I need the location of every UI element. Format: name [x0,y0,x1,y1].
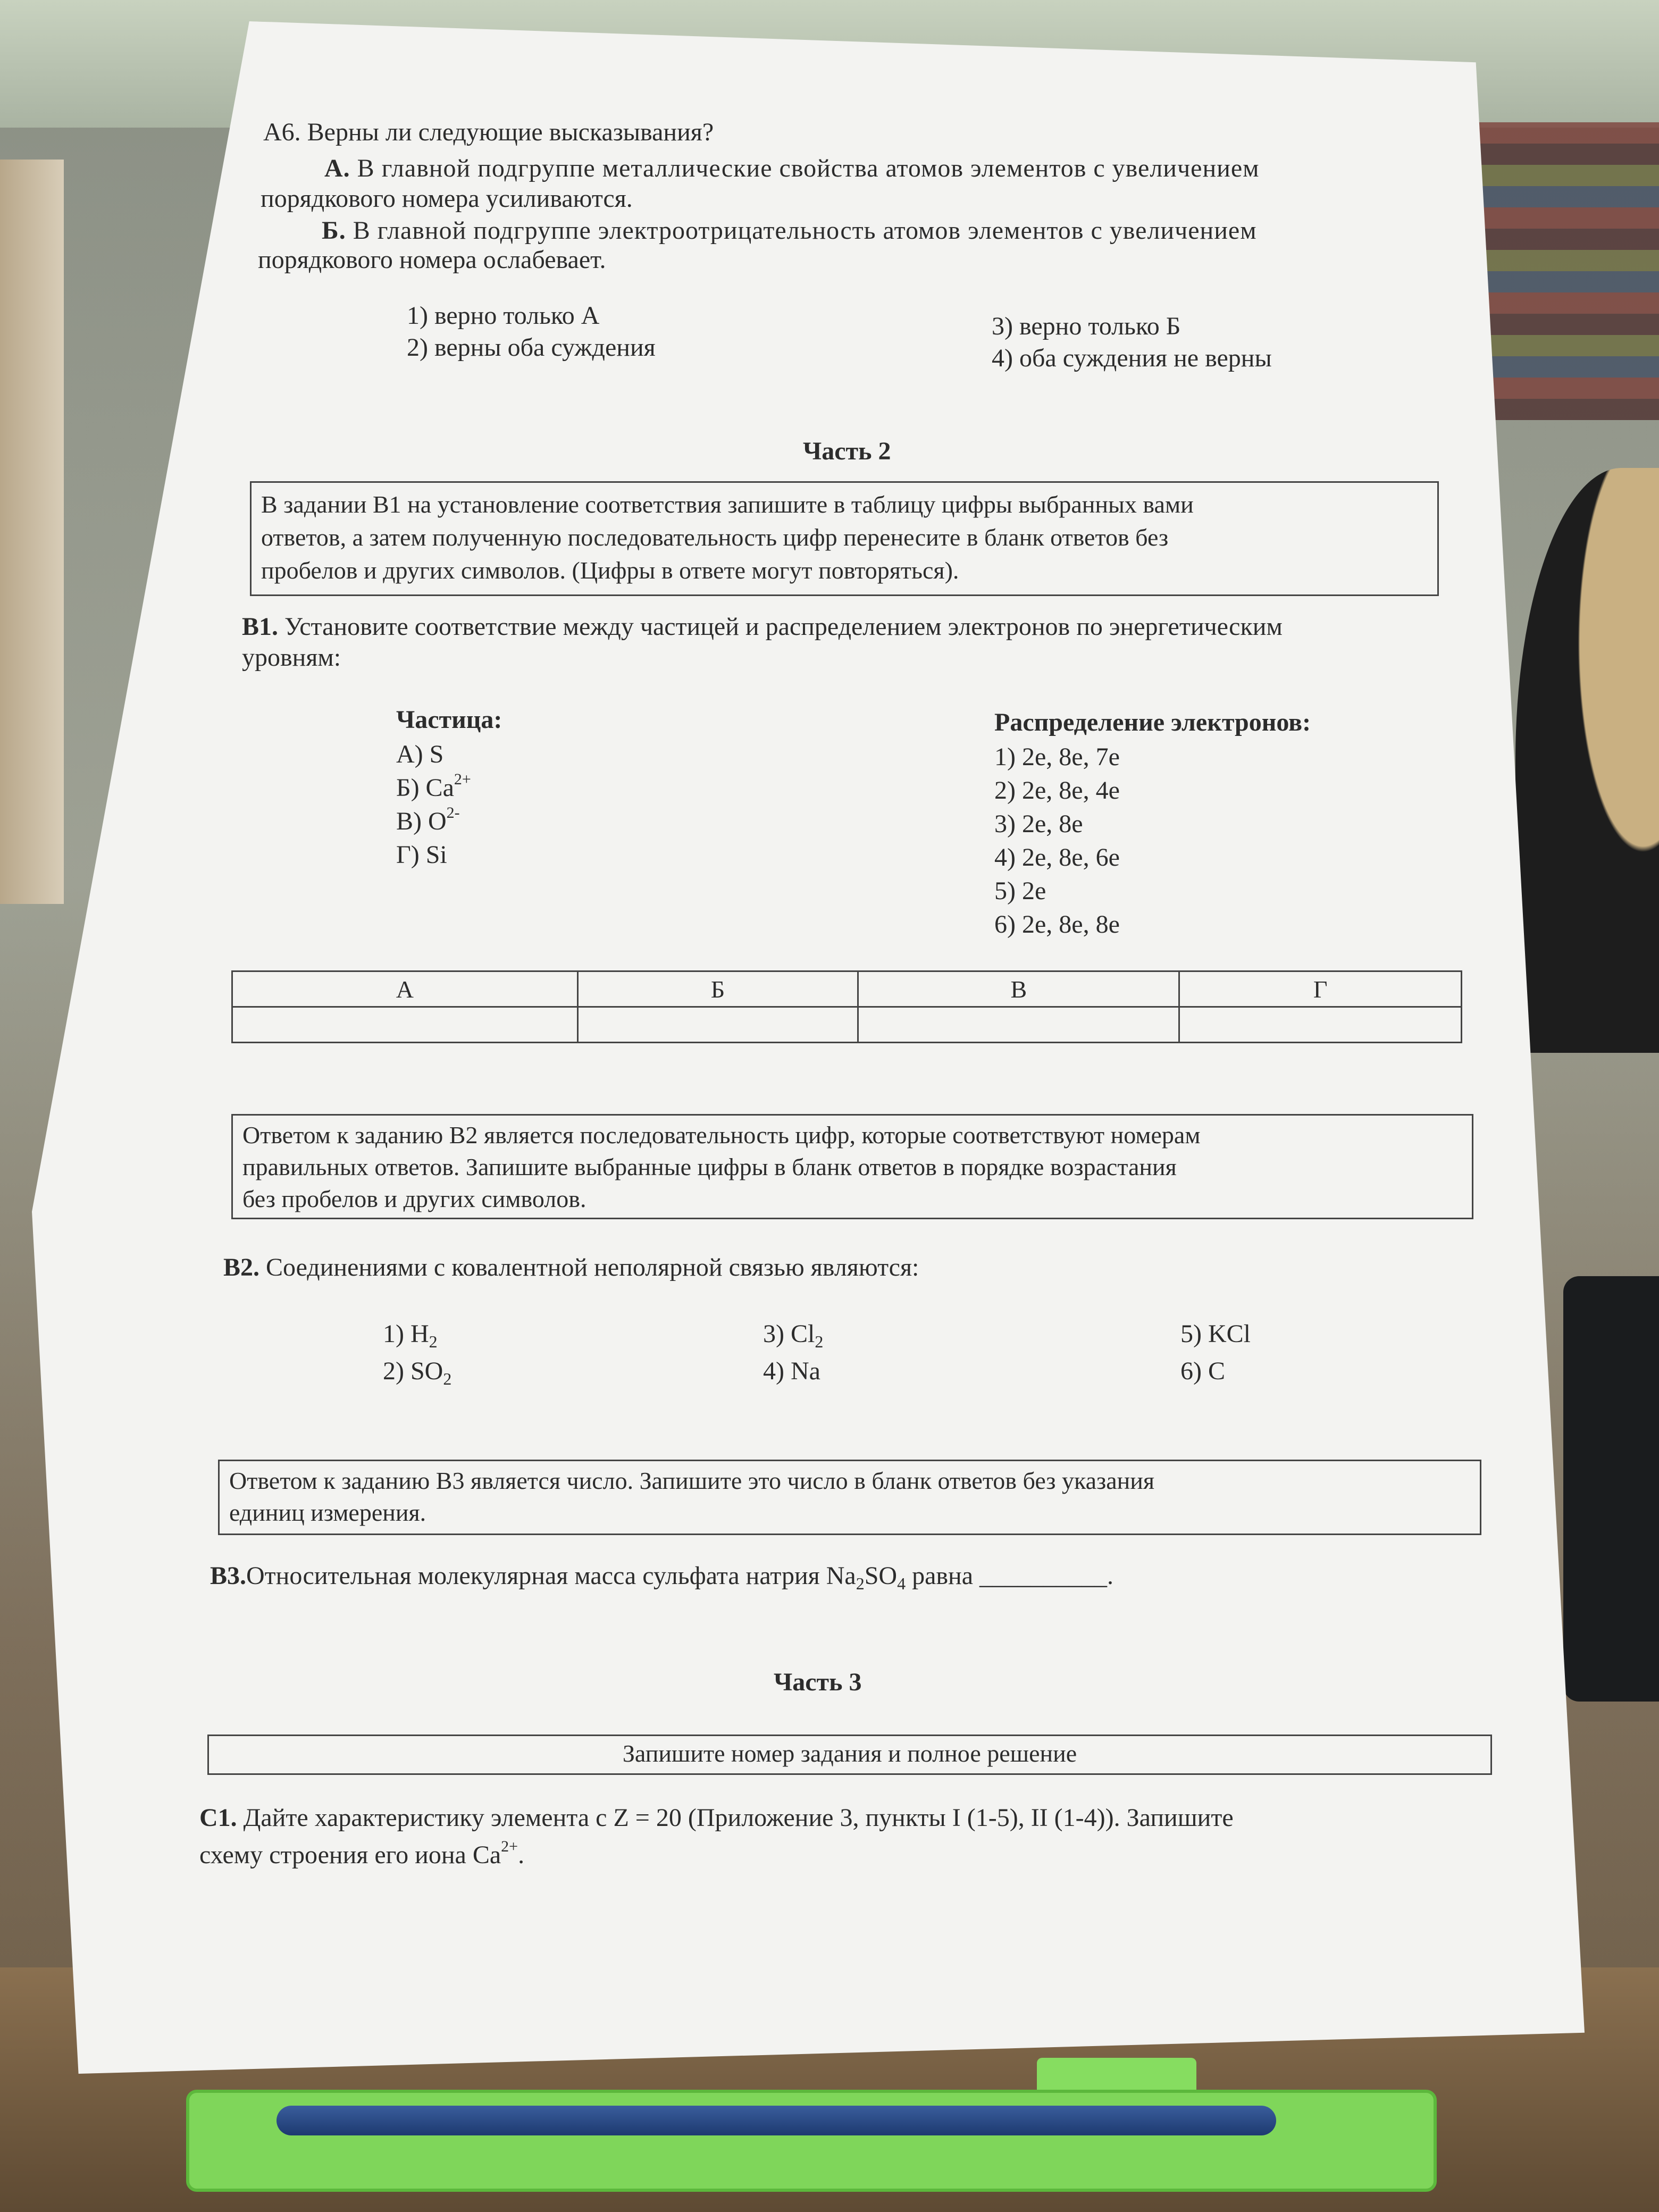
b1-distribution-4: 4) 2e, 8e, 6e [994,843,1120,872]
b1-question [242,611,1283,642]
b1-line2: уровням: [242,643,341,672]
b1-line1: Установите соответствие между частицей и распределением электронов по энергетическим [284,613,1283,641]
b1-table-header-a: А [232,971,578,1007]
c1-line2 [199,1840,524,1871]
b1-particle-a-text: А) S [396,740,444,768]
b2-option-5-text: 5) KCl [1180,1320,1251,1348]
b2-instruction-line3: без пробелов и других символов. [242,1185,586,1212]
b2-option-4-text: 4) Na [763,1357,820,1385]
b1-particle-d [396,840,447,870]
b2-question-text: Соединениями с ковалентной неполярной связью являются: [266,1253,919,1281]
b1-table-header-c: В [858,971,1179,1007]
b3-question-end: равна __________. [906,1562,1114,1590]
c1-label: С1. [199,1804,237,1832]
b1-particles-header: Частица: [396,706,502,734]
b2-option-5 [1180,1319,1251,1350]
b2-option-3-text: 3) Cl [763,1320,815,1348]
part3-title: Часть 3 [774,1668,862,1696]
b1-distribution-header: Распределение электронов: [994,708,1311,736]
a6-a-label: А. [324,154,350,182]
b1-particle-c-text: В) O [396,807,447,835]
b1-table-header-d: Г [1179,971,1462,1007]
b1-particle-a [396,739,443,770]
b1-table-header-b: Б [577,971,858,1007]
b2-instruction-line1: Ответом к заданию В2 является последовательность цифр, которые соответствуют номерам [242,1121,1201,1149]
a6-option-1: 1) верно только А [407,301,600,330]
b3-formula-index-2: 4 [897,1574,906,1593]
a6-option-3: 3) верно только Б [992,312,1181,340]
a6-statement-a [324,153,1260,184]
a6-option-4: 4) оба суждения не верны [992,344,1272,372]
c1-ion-charge: 2+ [501,1838,518,1855]
b2-option-6-text: 6) C [1180,1357,1225,1385]
b3-label: В3. [210,1562,247,1590]
b1-answer-table [231,970,1462,1043]
part2-instruction-line3: пробелов и других символов. (Цифры в ответе могут повторяться). [261,557,959,584]
b3-instruction-line2: единиц измерения. [229,1499,426,1526]
part2-instruction-line1: В задании В1 на установление соответствия запишите в таблицу цифры выбранных вами [261,491,1194,518]
b1-answer-cell-a[interactable] [232,1007,578,1043]
b3-instruction-line1: Ответом к заданию В3 является число. Запишите это число в бланк ответов без указания [229,1467,1155,1494]
b1-distribution-1: 1) 2e, 8e, 7e [994,743,1120,771]
a6-b-label: Б. [322,216,346,245]
part3-instruction-box [207,1735,1492,1775]
b3-instruction-box [218,1460,1481,1535]
b2-option-6 [1180,1356,1225,1387]
b2-option-1-index: 2 [429,1332,438,1351]
part2-title: Часть 2 [803,437,891,465]
a6-a-line2: порядкового номера усиливаются. [261,185,633,213]
b1-answer-table-row [232,1007,1462,1043]
b2-instruction-box [231,1114,1473,1219]
b1-distribution-2: 2) 2e, 8e, 4e [994,776,1120,805]
green-stand [186,2090,1437,2192]
c1-question [199,1803,1234,1833]
b2-option-2-text: 2) SO [383,1357,443,1385]
blue-pen [276,2106,1276,2135]
b1-answer-cell-c[interactable] [858,1007,1179,1043]
b2-option-3 [763,1319,823,1350]
b2-option-2 [383,1356,451,1387]
b1-distribution-5: 5) 2e [994,877,1046,905]
b2-option-1 [383,1319,438,1350]
c1-line2-text: схему строения его иона Ca [199,1841,501,1869]
b1-answer-cell-b[interactable] [577,1007,858,1043]
b1-particle-b [396,770,471,803]
b1-answer-table-header [232,971,1462,1007]
b2-label: В2. [223,1253,260,1281]
c1-line1: Дайте характеристику элемента с Z = 20 (Приложение 3, пункты I (1-5), II (1-4)). Запишите [243,1804,1234,1832]
b2-option-1-text: 1) H [383,1320,429,1348]
b2-option-3-index: 2 [815,1332,824,1351]
b2-question [223,1252,919,1283]
b1-particle-c-charge: 2- [446,804,460,822]
a6-b-line1: В главной подгруппе электроотрицательность атомов элементов с увеличением [353,216,1257,245]
b1-distribution-3: 3) 2e, 8e [994,810,1083,838]
b1-particle-c [396,806,460,837]
a6-question: А6. Верны ли следующие высказывания? [263,118,714,146]
b3-question-start: Относительная молекулярная масса сульфата натрия Na [246,1562,856,1590]
a6-a-line1: В главной подгруппе металлические свойства атомов элементов с увеличением [357,154,1260,182]
b2-instruction-line2: правильных ответов. Запишите выбранные цифры в бланк ответов в порядке возрастания [242,1153,1177,1180]
b2-option-4 [763,1356,820,1387]
b1-particle-d-text: Г) Si [396,841,447,869]
part2-instruction-box [250,481,1439,596]
a6-option-2: 2) верны оба суждения [407,333,656,362]
b1-particle-b-text: Б) Ca [396,774,454,802]
b3-formula-index-1: 2 [856,1574,865,1593]
c1-line2-end: . [518,1841,525,1869]
b1-label: В1. [242,613,279,641]
b1-particle-b-charge: 2+ [454,770,471,788]
part3-instruction: Запишите номер задания и полное решение [622,1740,1077,1767]
b2-option-2-index: 2 [443,1369,452,1388]
b1-distribution-6: 6) 2e, 8e, 8e [994,910,1120,939]
b3-question [210,1561,1113,1591]
a6-b-line2: порядкового номера ослабевает. [258,246,606,274]
a6-statement-b [322,215,1257,246]
part2-instruction-line2: ответов, а затем полученную последовательность цифр перенесите в бланк ответов без [261,524,1169,551]
b1-answer-cell-d[interactable] [1179,1007,1462,1043]
b3-formula-mid: SO [864,1562,898,1590]
